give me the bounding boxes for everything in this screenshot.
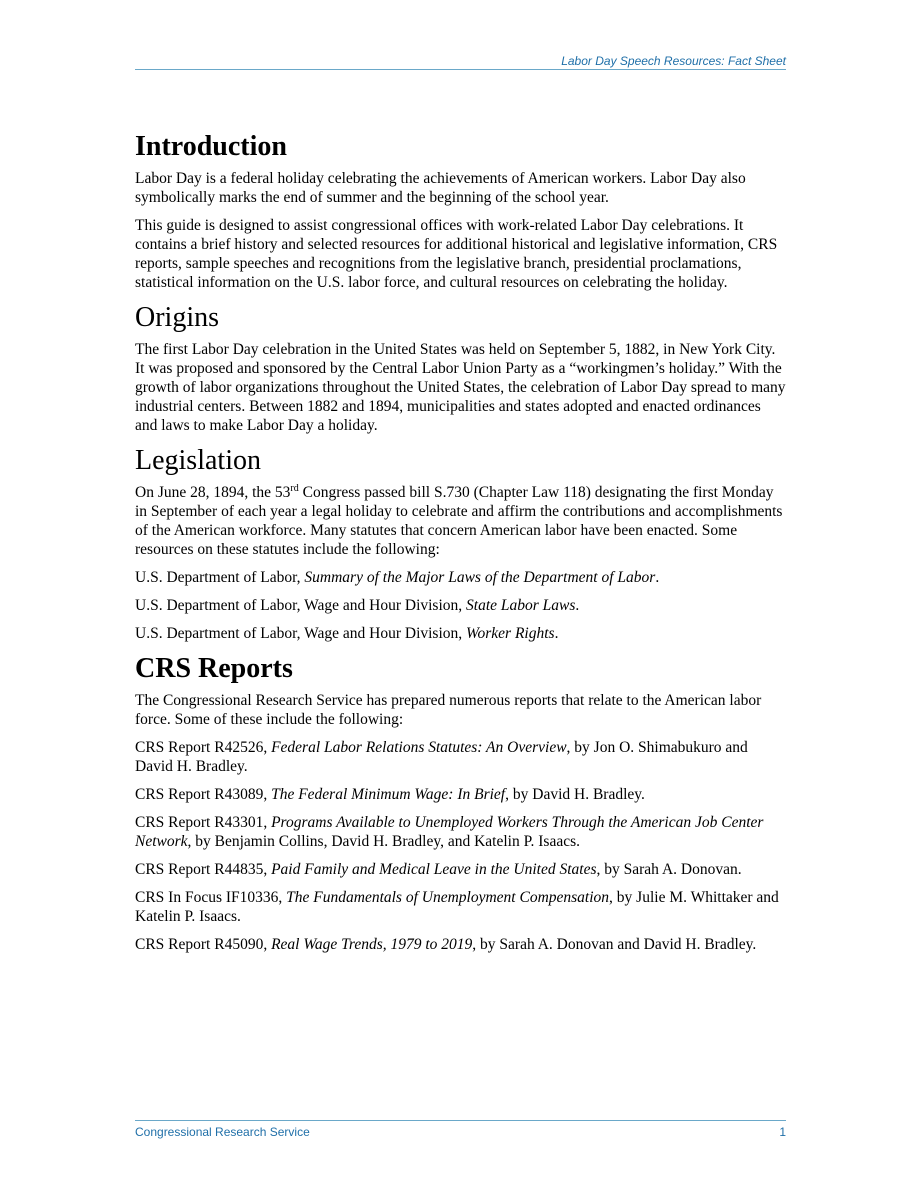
resource-suffix: .: [575, 597, 580, 614]
page-header: [135, 54, 786, 70]
report-title-link[interactable]: The Federal Minimum Wage: In Brief: [271, 786, 506, 803]
report-title-link[interactable]: Real Wage Trends, 1979 to 2019: [271, 936, 473, 953]
heading-origins: Origins: [135, 302, 219, 333]
resource-source: U.S. Department of Labor, Wage and Hour Division,: [135, 597, 467, 614]
legislation-text-end: Congress passed bill S.730 (Chapter Law 118) designating the first Monday in September of each year a legal holiday to celebrate and affirm the contributions and accomplishments of the American workforce. Many statutes that concern American labor have been enacted. Some resources on these statutes include the following:: [135, 484, 783, 558]
section-crs-reports: [135, 652, 787, 954]
report-number: CRS Report R45090,: [135, 936, 272, 953]
resource-source: U.S. Department of Labor,: [135, 569, 305, 586]
legislation-text-start: On June 28, 1894, the 53: [135, 484, 291, 501]
section-legislation: [135, 444, 787, 643]
header-title: Labor Day Speech Resources: Fact Sheet: [561, 54, 786, 68]
report-title-link[interactable]: Programs Available to Unemployed Workers Through the American Job Center Network: [135, 814, 764, 850]
resource-title-link[interactable]: Worker Rights: [466, 625, 555, 642]
resource-title-link[interactable]: State Labor Laws: [466, 597, 576, 614]
heading-legislation: Legislation: [135, 445, 261, 476]
report-authors: , by David H. Bradley.: [505, 786, 645, 803]
report-number: CRS In Focus IF10336,: [135, 889, 287, 906]
section-origins: [135, 301, 787, 435]
crs-report-item-3: [135, 813, 787, 851]
intro-paragraph-1: Labor Day is a federal holiday celebrating the achievements of American workers. Labor Day also symbolically marks the end of summer and the beginning of the school year.: [135, 170, 746, 206]
section-introduction: [135, 130, 787, 292]
legislation-resource-1: [135, 568, 787, 587]
crs-report-item-1: [135, 738, 787, 776]
report-number: CRS Report R42526,: [135, 739, 272, 756]
report-authors: , by Sarah A. Donovan and David H. Bradley.: [472, 936, 757, 953]
report-number: CRS Report R44835,: [135, 861, 272, 878]
report-title-link[interactable]: Federal Labor Relations Statutes: An Overview: [271, 739, 567, 756]
report-title-link[interactable]: The Fundamentals of Unemployment Compensation: [286, 889, 610, 906]
intro-paragraph-2: This guide is designed to assist congressional offices with work-related Labor Day celebrations. It contains a brief history and selected resources for additional historical and legislative information, CRS reports, sample speeches and recognitions from the legislative branch, presidential proclamations, statistical information on the U.S. labor force, and cultural resources on celebrating the holiday.: [135, 217, 778, 291]
report-authors: , by Julie M. Whittaker and Katelin P. Isaacs.: [135, 889, 779, 925]
heading-crs-reports: CRS Reports: [135, 653, 293, 684]
crs-report-item-6: [135, 935, 787, 954]
crs-report-item-4: [135, 860, 787, 879]
heading-introduction: Introduction: [135, 131, 287, 162]
report-authors: , by Benjamin Collins, David H. Bradley, and Katelin P. Isaacs.: [187, 833, 580, 850]
page-footer: [135, 1120, 786, 1139]
report-title-link[interactable]: Paid Family and Medical Leave in the United States: [271, 861, 597, 878]
report-authors: , by Sarah A. Donovan.: [596, 861, 742, 878]
legislation-resource-3: [135, 624, 787, 643]
footer-organization: Congressional Research Service: [135, 1125, 310, 1139]
legislation-resource-2: [135, 596, 787, 615]
document-body: [135, 130, 787, 963]
crs-report-item-5: [135, 888, 787, 926]
ordinal-suffix: rd: [290, 482, 299, 494]
resource-suffix: .: [655, 569, 660, 586]
crs-report-item-2: [135, 785, 787, 804]
page-number: 1: [779, 1125, 786, 1139]
report-number: CRS Report R43301,: [135, 814, 272, 831]
resource-suffix: .: [554, 625, 559, 642]
resource-source: U.S. Department of Labor, Wage and Hour Division,: [135, 625, 467, 642]
origins-paragraph: The first Labor Day celebration in the United States was held on September 5, 1882, in New York City. It was proposed and sponsored by the Central Labor Union Party as a “workingmen’s holiday.” With the growth of labor organizations throughout the United States, the celebration of Labor Day spread to many industrial centers. Between 1882 and 1894, municipalities and states adopted and enacted ordinances and laws to make Labor Day a holiday.: [135, 341, 786, 434]
report-authors: , by Jon O. Shimabukuro and David H. Bradley.: [135, 739, 748, 775]
resource-title-link[interactable]: Summary of the Major Laws of the Department of Labor: [304, 569, 656, 586]
report-number: CRS Report R43089,: [135, 786, 272, 803]
crs-intro-paragraph: The Congressional Research Service has prepared numerous reports that relate to the American labor force. Some of these include the following:: [135, 692, 762, 728]
legislation-paragraph: [135, 483, 787, 559]
